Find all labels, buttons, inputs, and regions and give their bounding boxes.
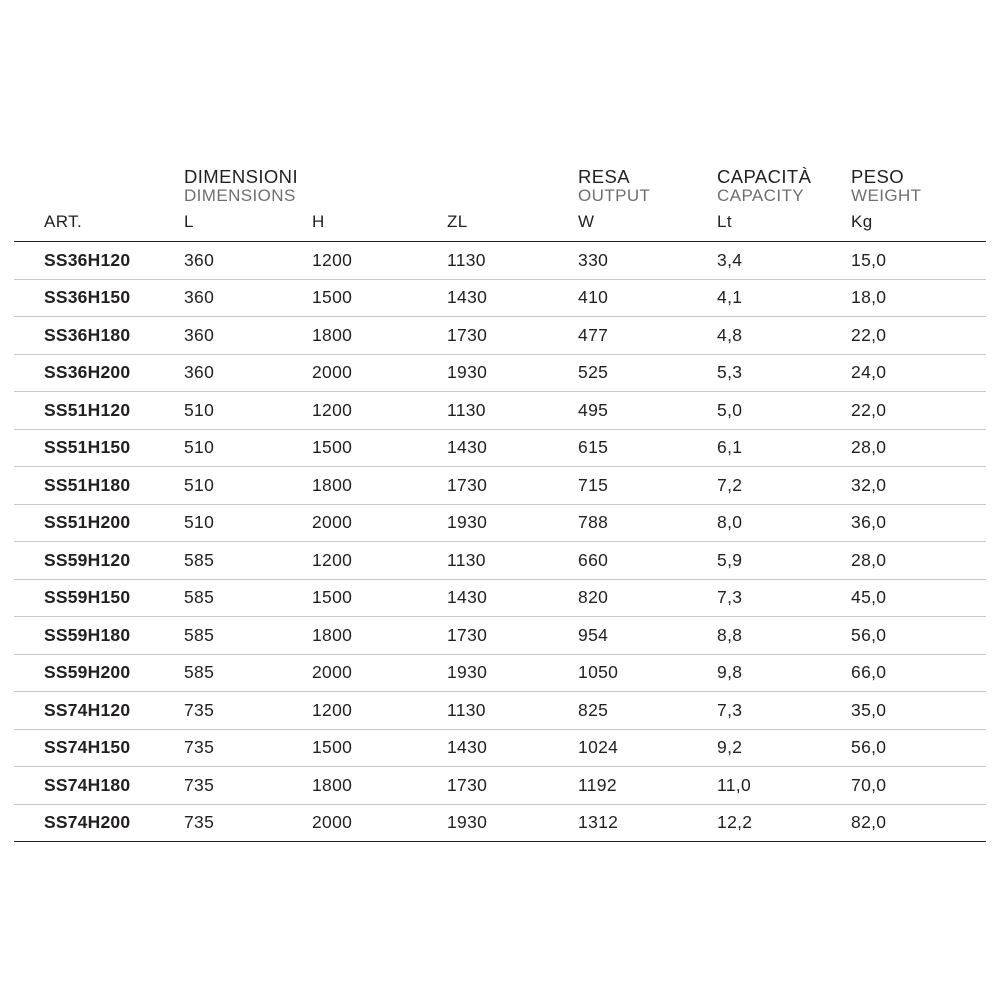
cell-kg: 70,0 [821,767,986,805]
cell-zl: 1130 [417,692,548,730]
cell-lt: 5,0 [687,392,821,430]
cell-zl: 1430 [417,579,548,617]
cell-kg: 56,0 [821,729,986,767]
cell-zl: 1730 [417,317,548,355]
cell-l: 735 [154,692,282,730]
cell-h: 2000 [282,654,417,692]
cell-h: 1800 [282,467,417,505]
cell-l: 735 [154,804,282,842]
group-label-en: DIMENSIONS [184,185,296,205]
table-row [14,804,986,842]
cell-l: 735 [154,729,282,767]
cell-w: 615 [548,429,687,467]
cell-h: 1500 [282,429,417,467]
cell-w: 495 [548,392,687,430]
group-header-peso [821,168,986,210]
column-header-zl: ZL [417,210,548,242]
table-row [14,729,986,767]
cell-w: 1024 [548,729,687,767]
group-header-resa [548,168,687,210]
table-row [14,392,986,430]
cell-h: 1500 [282,279,417,317]
cell-l: 585 [154,617,282,655]
specification-table [14,168,986,842]
cell-h: 1500 [282,729,417,767]
cell-art: SS51H200 [14,504,154,542]
cell-l: 510 [154,467,282,505]
cell-art: SS51H120 [14,392,154,430]
cell-art: SS59H200 [14,654,154,692]
table-row [14,279,986,317]
cell-l: 585 [154,579,282,617]
cell-h: 1500 [282,579,417,617]
column-header-w: W [548,210,687,242]
cell-zl: 1430 [417,279,548,317]
cell-lt: 7,3 [687,579,821,617]
column-header-h: H [282,210,417,242]
group-label-it: RESA [578,166,631,187]
cell-h: 1800 [282,617,417,655]
cell-h: 1800 [282,317,417,355]
table-row [14,767,986,805]
cell-zl: 1730 [417,617,548,655]
cell-lt: 5,3 [687,354,821,392]
cell-zl: 1130 [417,542,548,580]
cell-kg: 36,0 [821,504,986,542]
cell-w: 715 [548,467,687,505]
cell-h: 2000 [282,804,417,842]
cell-lt: 6,1 [687,429,821,467]
group-label-it: PESO [851,166,905,187]
cell-art: SS36H120 [14,242,154,280]
cell-kg: 82,0 [821,804,986,842]
table-row [14,542,986,580]
cell-kg: 24,0 [821,354,986,392]
cell-kg: 22,0 [821,392,986,430]
column-header-l: L [154,210,282,242]
cell-l: 510 [154,504,282,542]
group-label-it: DIMENSIONI [184,166,298,187]
cell-zl: 1130 [417,392,548,430]
cell-zl: 1430 [417,429,548,467]
group-label-en: WEIGHT [851,185,922,205]
cell-lt: 4,1 [687,279,821,317]
cell-w: 820 [548,579,687,617]
cell-w: 410 [548,279,687,317]
cell-h: 1200 [282,692,417,730]
cell-zl: 1430 [417,729,548,767]
cell-art: SS74H150 [14,729,154,767]
cell-art: SS74H120 [14,692,154,730]
cell-lt: 12,2 [687,804,821,842]
cell-art: SS74H200 [14,804,154,842]
cell-lt: 11,0 [687,767,821,805]
cell-kg: 32,0 [821,467,986,505]
cell-l: 585 [154,654,282,692]
cell-lt: 9,8 [687,654,821,692]
cell-l: 360 [154,242,282,280]
cell-lt: 7,3 [687,692,821,730]
cell-zl: 1730 [417,467,548,505]
cell-zl: 1930 [417,354,548,392]
cell-kg: 35,0 [821,692,986,730]
cell-art: SS51H180 [14,467,154,505]
cell-art: SS36H200 [14,354,154,392]
cell-w: 1050 [548,654,687,692]
cell-kg: 28,0 [821,429,986,467]
group-header-dimensioni [154,168,548,210]
cell-l: 360 [154,279,282,317]
table-row [14,467,986,505]
column-header-kg: Kg [821,210,986,242]
cell-art: SS36H180 [14,317,154,355]
cell-l: 360 [154,317,282,355]
cell-w: 1192 [548,767,687,805]
cell-zl: 1930 [417,654,548,692]
cell-w: 788 [548,504,687,542]
table-body [14,242,986,842]
cell-kg: 66,0 [821,654,986,692]
cell-kg: 22,0 [821,317,986,355]
cell-art: SS74H180 [14,767,154,805]
cell-art: SS36H150 [14,279,154,317]
cell-lt: 4,8 [687,317,821,355]
table-row [14,692,986,730]
cell-lt: 7,2 [687,467,821,505]
cell-zl: 1730 [417,767,548,805]
table-row [14,317,986,355]
cell-kg: 45,0 [821,579,986,617]
table-row [14,429,986,467]
cell-l: 735 [154,767,282,805]
cell-w: 330 [548,242,687,280]
cell-art: SS59H150 [14,579,154,617]
table-row [14,654,986,692]
group-label-en: CAPACITY [717,185,804,205]
cell-lt: 5,9 [687,542,821,580]
cell-lt: 9,2 [687,729,821,767]
cell-zl: 1130 [417,242,548,280]
cell-kg: 15,0 [821,242,986,280]
cell-kg: 56,0 [821,617,986,655]
cell-art: SS59H120 [14,542,154,580]
cell-art: SS59H180 [14,617,154,655]
group-label-en: OUTPUT [578,185,651,205]
group-header-capacita [687,168,821,210]
cell-kg: 18,0 [821,279,986,317]
cell-art: SS51H150 [14,429,154,467]
table-row [14,504,986,542]
cell-h: 1200 [282,542,417,580]
cell-l: 510 [154,429,282,467]
cell-h: 2000 [282,504,417,542]
cell-l: 360 [154,354,282,392]
table-row [14,579,986,617]
cell-h: 2000 [282,354,417,392]
table-row [14,354,986,392]
cell-w: 825 [548,692,687,730]
cell-zl: 1930 [417,504,548,542]
cell-w: 1312 [548,804,687,842]
column-header-lt: Lt [687,210,821,242]
cell-lt: 8,8 [687,617,821,655]
cell-w: 525 [548,354,687,392]
cell-lt: 8,0 [687,504,821,542]
cell-w: 954 [548,617,687,655]
table-group-header-row [14,168,986,210]
cell-l: 585 [154,542,282,580]
cell-h: 1200 [282,242,417,280]
cell-h: 1200 [282,392,417,430]
cell-h: 1800 [282,767,417,805]
group-label-it: CAPACITÀ [717,166,812,187]
cell-kg: 28,0 [821,542,986,580]
group-header-art [14,168,154,210]
cell-w: 477 [548,317,687,355]
table-column-header-row [14,210,986,242]
table-row [14,242,986,280]
cell-zl: 1930 [417,804,548,842]
cell-l: 510 [154,392,282,430]
table-row [14,617,986,655]
column-header-art: ART. [14,210,154,242]
cell-w: 660 [548,542,687,580]
cell-lt: 3,4 [687,242,821,280]
